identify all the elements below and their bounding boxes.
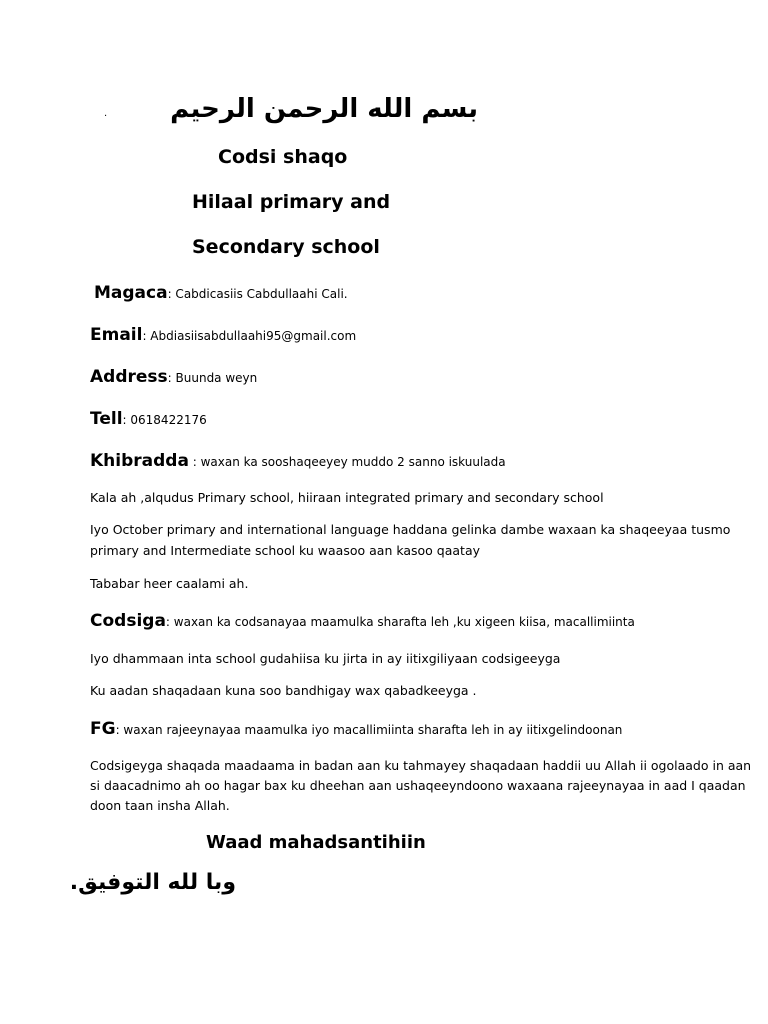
- tell-value: : 0618422176: [122, 413, 207, 427]
- experience-line-1: Kala ah ,alqudus Primary school, hiiraan integrated primary and secondary school: [90, 490, 604, 505]
- name-field: [94, 283, 348, 303]
- email-field: [90, 325, 356, 345]
- closing-arabic: وبا لله التوفيق.: [69, 870, 236, 895]
- school-name-line2: Secondary school: [192, 236, 380, 258]
- address-field: [90, 367, 257, 387]
- closing-line-3: doon taan insha Allah.: [90, 798, 230, 813]
- request-line-1: Iyo dhammaan inta school gudahiisa ku jirta in ay iitixgiliyaan codsigeeyga: [90, 651, 561, 666]
- experience-line-4: Tababar heer caalami ah.: [90, 576, 249, 591]
- fg-label: FG: [90, 719, 116, 739]
- experience-field: [90, 451, 506, 471]
- letter-title: Codsi shaqo: [218, 146, 348, 168]
- email-value: : Abdiasiisabdullaahi95@gmail.com: [142, 329, 357, 343]
- tell-field: [90, 409, 207, 429]
- request-label: Codsiga: [90, 611, 166, 631]
- name-label: Magaca: [94, 283, 168, 303]
- thanks-line: Waad mahadsantihiin: [206, 832, 426, 853]
- request-field: [90, 611, 635, 631]
- address-label: Address: [90, 367, 168, 387]
- name-value: : Cabdicasiis Cabdullaahi Cali.: [167, 287, 348, 301]
- request-value: : waxan ka codsanayaa maamulka sharafta leh ,ku xigeen kiisa, macallimiinta: [165, 615, 635, 629]
- school-name-line1: Hilaal primary and: [192, 191, 391, 213]
- email-label: Email: [90, 325, 143, 345]
- fg-value: : waxan rajeeynayaa maamulka iyo macallimiinta sharafta leh in ay iitixgelindoonan: [115, 723, 623, 737]
- closing-line-2: si daacadnimo ah oo hagar bax ku dheehan aan ushaqeeyndoono waxaana rajeeynayaa in aad I qaadan: [90, 778, 746, 793]
- tell-label: Tell: [90, 409, 123, 429]
- experience-label: Khibradda: [90, 451, 189, 471]
- experience-line-2: Iyo October primary and international language haddana gelinka dambe waxaan ka shaqeeyaa tusmo: [90, 522, 731, 537]
- stray-dot: .: [104, 108, 108, 119]
- basmala-heading: بسم الله الرحمن الرحيم: [170, 94, 478, 124]
- closing-line-1: Codsigeyga shaqada maadaama in badan aan ku tahmayey shaqadaan haddii uu Allah ii ogolaado in aan: [90, 758, 752, 773]
- experience-value: : waxan ka sooshaqeeyey muddo 2 sanno iskuulada: [188, 455, 506, 469]
- address-value: : Buunda weyn: [167, 371, 258, 385]
- request-line-2: Ku aadan shaqadaan kuna soo bandhigay wax qabadkeeyga .: [90, 683, 477, 698]
- fg-field: [90, 719, 622, 739]
- experience-line-3: primary and Intermediate school ku waasoo aan kasoo qaatay: [90, 543, 481, 558]
